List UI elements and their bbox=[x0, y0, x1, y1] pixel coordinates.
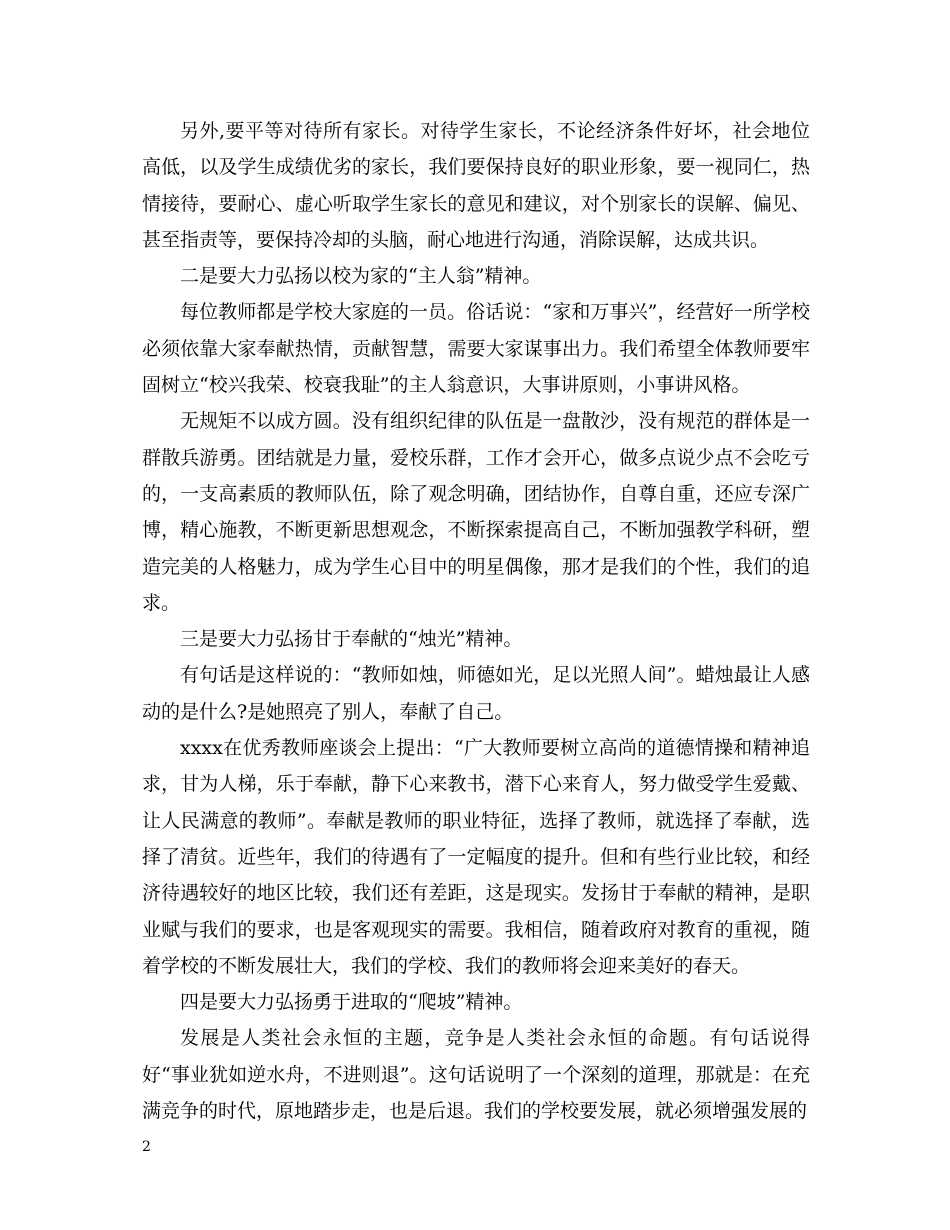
paragraph-dedication: xxxx在优秀教师座谈会上提出：“广大教师要树立高尚的道德情操和精神追求，甘为人梯，乐于奉献，静下心来教书，潜下心来育人，努力做受学生爱戴、让人民满意的教师”。奉献是教师的职业特征，选择了教师，就选择了奉献，选择了清贫。近些年，我们的待遇有了一定幅度的提升。但和有些行业比较，和经济待遇较好的地区比较，我们还有差距，这是现实。发扬甘于奉献的精神，是职业赋与我们的要求，也是客观现实的需要。我相信，随着政府对教育的重视，随着学校的不断发展壮大，我们的学校、我们的教师将会迎来美好的春天。 bbox=[142, 737, 810, 977]
paragraph-candle-quote: 有句话是这样说的：“教师如烛，师德如光，足以光照人间”。蜡烛最让人感动的是什么?是她照亮了别人，奉献了自己。 bbox=[142, 664, 810, 723]
paragraph-parents-equality: 另外,要平等对待所有家长。对待学生家长，不论经济条件好坏，社会地位高低，以及学生成绩优劣的家长，我们要保持良好的职业形象，要一视同仁，热情接待，要耐心、虚心听取学生家长的意见和建议，对个别家长的误解、偏见、甚至指责等，要保持冷却的头脑，耐心地进行沟通，消除误解，达成共识。 bbox=[142, 120, 810, 251]
heading-candle-spirit: 三是要大力弘扬甘于奉献的“烛光”精神。 bbox=[180, 628, 523, 651]
page-number: 2 bbox=[142, 1139, 151, 1155]
paragraph-school-family: 每位教师都是学校大家庭的一员。俗话说：“家和万事兴”，经营好一所学校必须依靠大家奉献热情，贡献智慧，需要大家谋事出力。我们希望全体教师要牢固树立“校兴我荣、校衰我耻”的主人翁意识，大事讲原则，小事讲风格。 bbox=[142, 301, 810, 397]
paragraph-development: 发展是人类社会永恒的主题，竞争是人类社会永恒的命题。有句话说得好“事业犹如逆水舟，不进则退”。这句话说明了一个深刻的道理，那就是：在充满竞争的时代，原地踏步走，也是后退。我们的学校要发展，就必须增强发展的 bbox=[142, 1027, 810, 1123]
heading-climbing-spirit: 四是要大力弘扬勇于进取的“爬坡”精神。 bbox=[180, 991, 523, 1014]
heading-owner-spirit: 二是要大力弘扬以校为家的“主人翁”精神。 bbox=[180, 265, 542, 288]
document-body bbox=[142, 113, 810, 1129]
paragraph-rules-discipline: 无规矩不以成方圆。没有组织纪律的队伍是一盘散沙，没有规范的群体是一群散兵游勇。团结就是力量，爱校乐群，工作才会开心，做多点说少点不会吃亏的，一支高素质的教师队伍，除了观念明确，团结协作，自尊自重，还应专深广博，精心施教，不断更新思想观念，不断探索提高自己，不断加强教学科研，塑造完美的人格魅力，成为学生心目中的明星偶像，那才是我们的个性，我们的追求。 bbox=[142, 410, 810, 614]
